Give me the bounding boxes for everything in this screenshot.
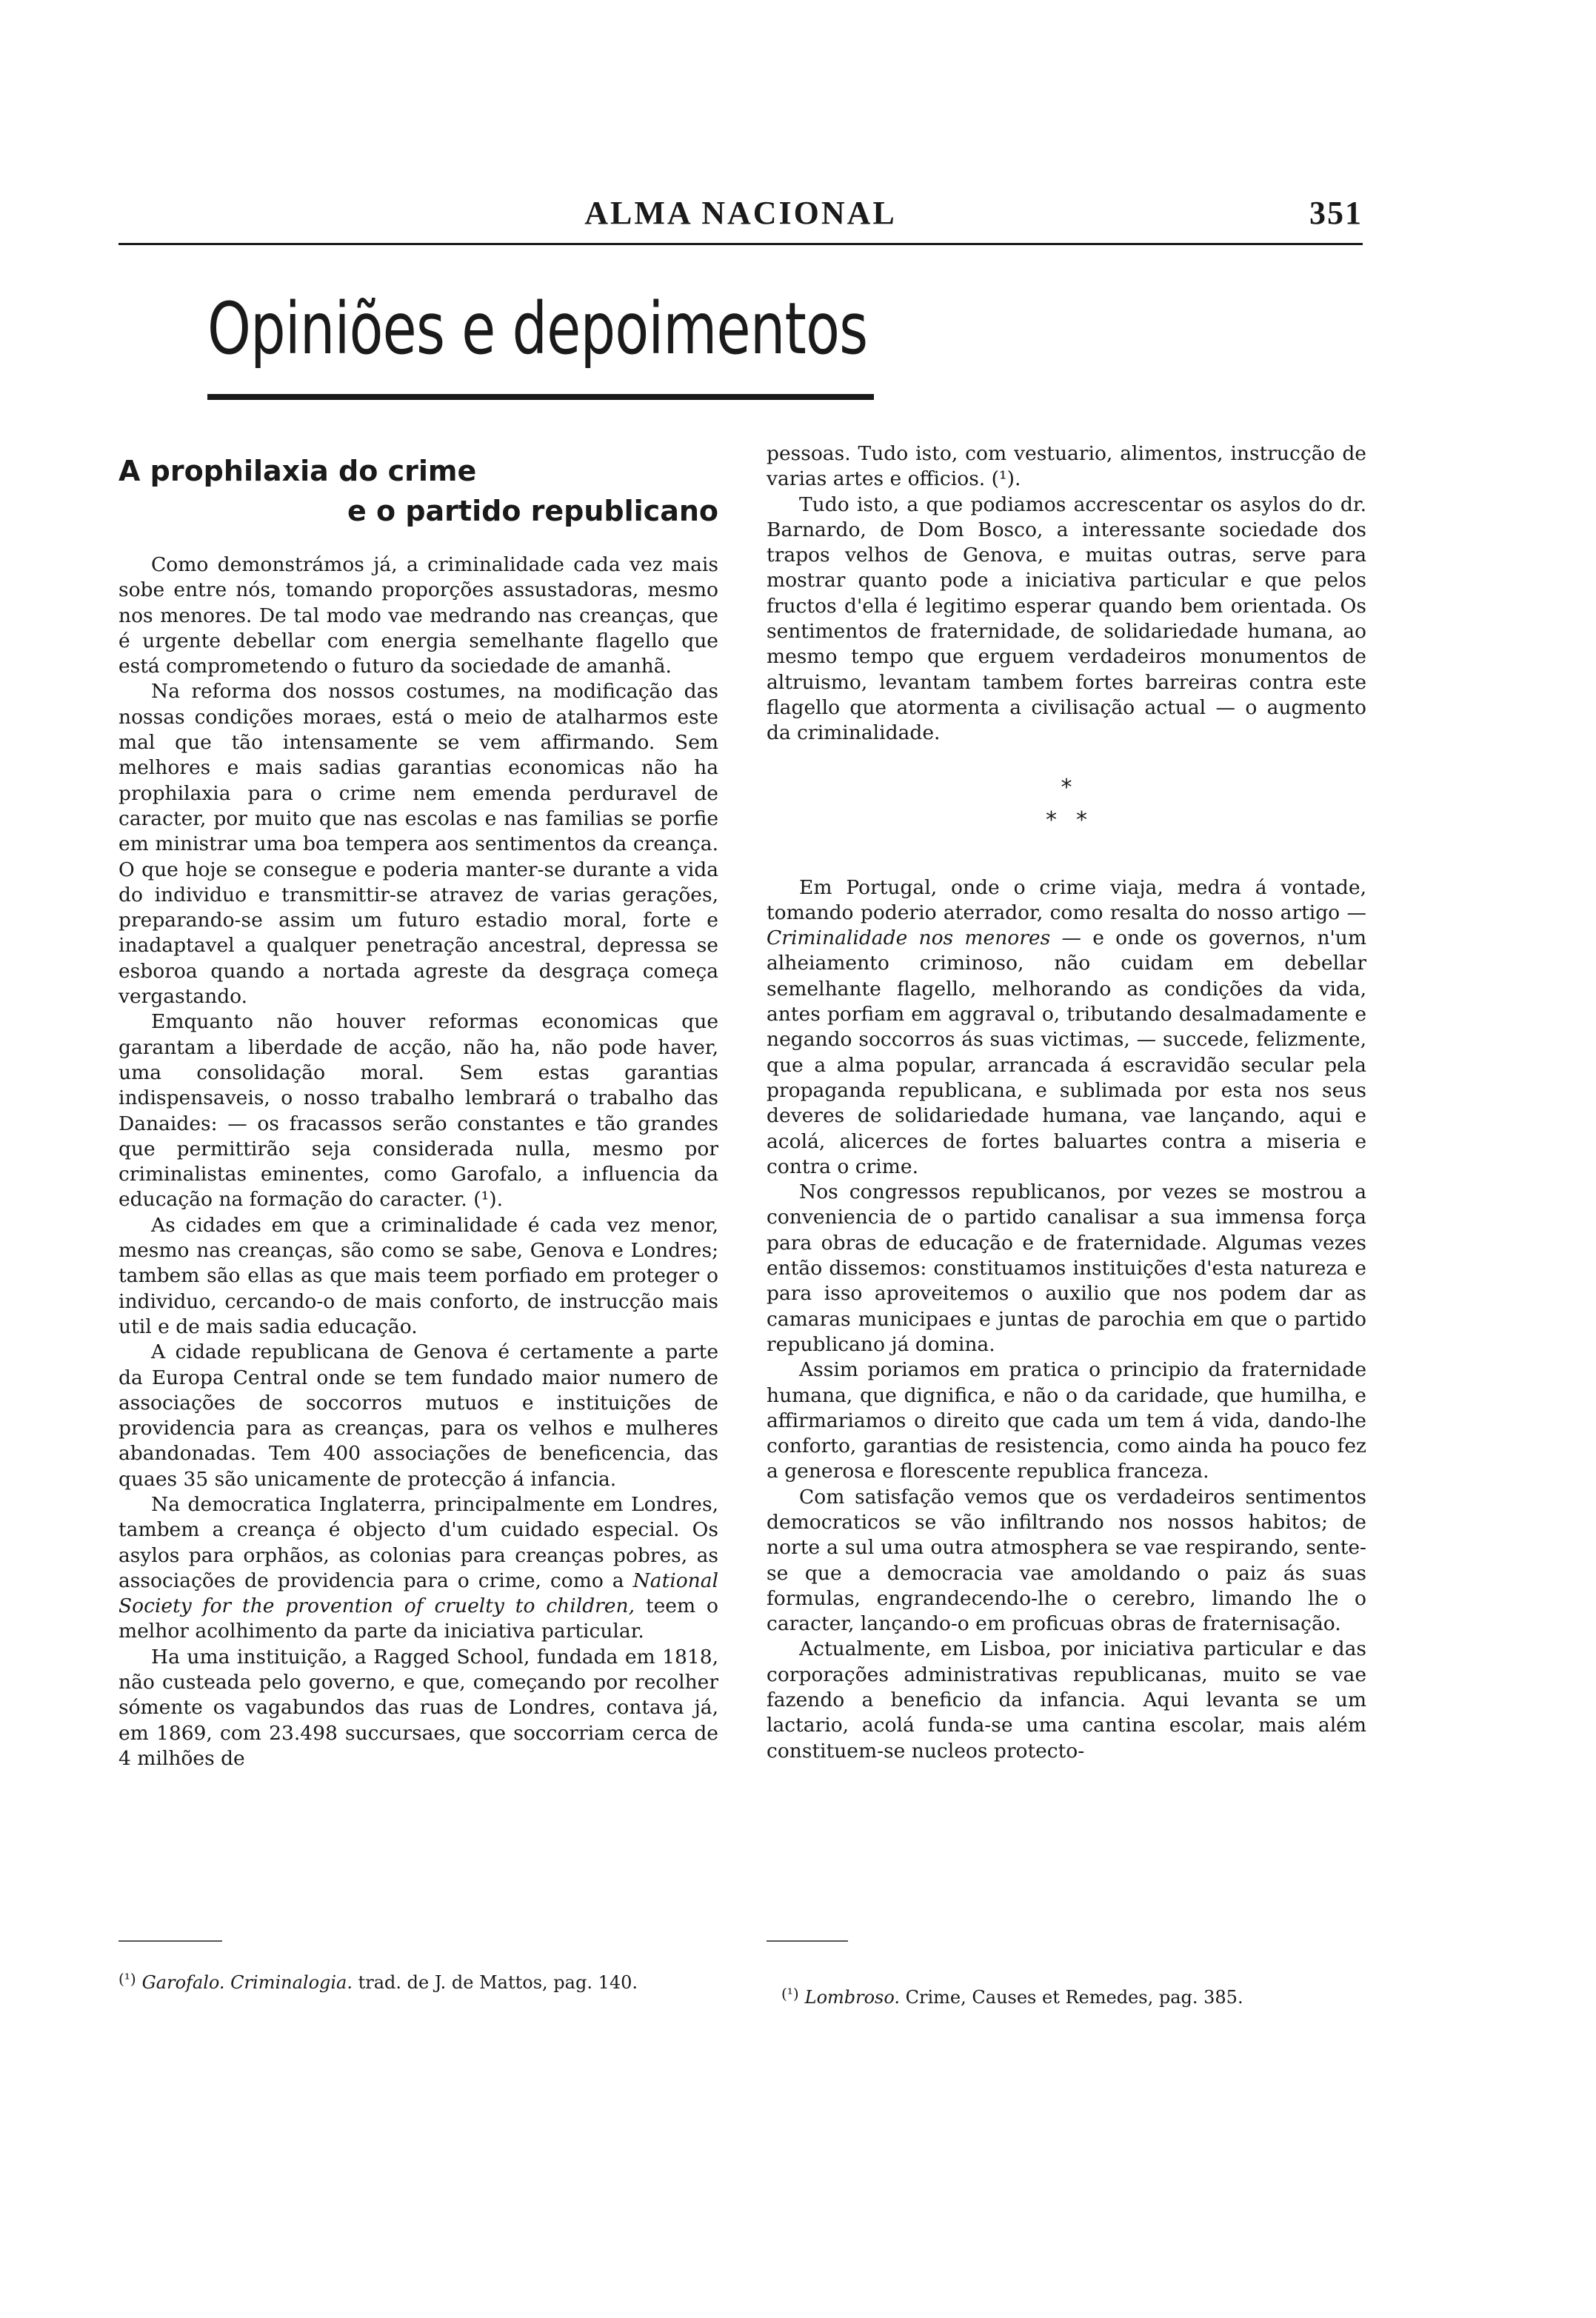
- title-rule: [207, 394, 874, 400]
- paragraph-text: Emquanto não houver reformas economicas que garantam a liberdade de acção, não ha, não pode haver, uma consolidação moral. Sem estas garantias indispensaveis, o nosso trabalho lembrará o trabalho das Danaides: — os fracassos serão constantes e tão grandes que permittirão seja considerada nulla, mesmo por criminalistas eminentes, como Garofalo, a influencia da educação na formação do caracter.: [118, 1010, 718, 1212]
- footnote-rule-left: [118, 1940, 222, 1942]
- paragraph: Na reforma dos nossos costumes, na modificação das nossas condições moraes, está o meio de atalharmos este mal que tão intensamente se vem affirmando. Sem melhores e mais sadias garantias economicas não ha prophilaxia para o crime nem emenda perduravel de caracter, por muito que nas escolas e nas familias se porfie em ministrar uma boa tempera aos sentimentos da creança. O que hoje se consegue e poderia manter-se durante a vida do individuo e transmittir-se atravez de varias gerações, preparando-se assim um futuro estadio moral, forte e inadaptavel a qualquer penetração ancestral, depressa se esboroa quando a nortada agreste da desgraça começa vergastando.: [118, 680, 718, 1009]
- paragraph-text: teem o melhor acolhimento da parte da iniciativa particular.: [118, 1594, 719, 1643]
- paragraph: Ha uma instituição, a Ragged School, fundada em 1818, não custeada pelo governo, e que, começando por recolher sómente os vagabundos das ruas de Londres, contava já, em 1869, com 23.498 succursaes, que soccorriam cerca de 4 milhões de: [118, 1645, 718, 1770]
- footnote-mark: (¹): [781, 1985, 799, 2003]
- asterism-bottom: **: [1046, 806, 1106, 833]
- paragraph: A cidade republicana de Genova é certamente a parte da Europa Central onde se tem fundado maior numero de associações de soccorros mutuos e instituições de providencia para as creanças, para os velhos e mulheres abandonadas. Tem 400 associações de beneficencia, das quaes 35 são unicamente de protecção á infancia.: [118, 1340, 718, 1491]
- paragraph-text: Em Portugal, onde o crime viaja, medra á vontade, tomando poderio aterrador, como resalta do nosso artigo —: [767, 875, 1366, 924]
- footnote-mark: (¹): [118, 1970, 136, 1988]
- footnote-citation: Garofalo. Criminalogia.: [141, 1972, 353, 1993]
- footnote-reference: (¹).: [473, 1188, 504, 1212]
- footnote-text: trad. de J. de Mattos, pag. 140.: [353, 1972, 638, 1993]
- article-title: A prophilaxia do crime: [118, 455, 477, 487]
- paragraph: [767, 875, 1366, 1180]
- article-subtitle: e o partido republicano: [347, 495, 718, 527]
- running-header: [118, 190, 1363, 241]
- italic-article-reference: Criminalidade nos menores: [767, 926, 1051, 950]
- paragraph-continued: pessoas. Tudo isto, com vestuario, alimentos, instrucção de varias artes e officios. (¹).: [767, 442, 1366, 491]
- section-title: Opiniões e depoimentos: [207, 287, 868, 370]
- footnote-left: [118, 1967, 718, 1994]
- italic-society-name: National Society for the provention of cruelty to children,: [118, 1569, 718, 1618]
- paragraph: [118, 1009, 718, 1212]
- paragraph-text: — e onde os governos, n'um alheiamento criminoso, não cuidam em debellar semelhante flagello, melhorando as condições da vida, antes porfiam em aggraval o, tributando desalmadamente e negando soccorros ás suas victimas, — succede, felizmente, que a alma popular, arrancada á escravidão secular pela propaganda republicana, e sublimada por esta nos seus deveres de solidariedade humana, vae lançando, aqui e acolá, alicerces de fortes baluartes contra a miseria e contra o crime.: [767, 926, 1367, 1178]
- paragraph: Nos congressos republicanos, por vezes se mostrou a conveniencia de o partido canalisar a sua immensa força para obras de educação e de fraternidade. Algumas vezes então dissemos: constituamos instituições d'esta natureza e para isso aproveitemos o auxilio que nos podem dar as camaras municipaes e juntas de parochia em que o partido republicano já domina.: [767, 1180, 1366, 1356]
- paragraph: Actualmente, em Lisboa, por iniciativa particular e das corporações administrativas republicanas, muito se vae fazendo a beneficio da infancia. Aqui levanta se um lactario, acolá funda-se uma cantina escolar, mais além constituem-se nucleos protecto-: [767, 1637, 1366, 1763]
- paragraph-text: Na democratica Inglaterra, principalmente em Londres, tambem a creança é objecto d'um cuidado especial. Os asylos para orphãos, as colonias para creanças pobres, as associações de providencia para o crime, como a: [118, 1492, 718, 1592]
- footnote-text: Crime, Causes et Remedes, pag. 385.: [900, 1987, 1243, 2008]
- paragraph: [118, 1492, 718, 1645]
- paragraph: As cidades em que a criminalidade é cada vez menor, mesmo nas creanças, são como se sabe, Genova e Londres; tambem são ellas as que mais teem porfiado em proteger o individuo, cercando-o de mais conforto, de instrucção mais util e de mais sadia educação.: [118, 1213, 718, 1338]
- left-column: [118, 441, 718, 1771]
- header-rule: [118, 243, 1363, 245]
- journal-title: ALMA NACIONAL: [584, 195, 897, 231]
- paragraph: Tudo isto, a que podiamos accrescentar os asylos do dr. Barnardo, de Dom Bosco, a interessante sociedade dos trapos velhos de Genova, e muitas outras, serve para mostrar quanto pode a iniciativa particular e que pelos fructos d'ella é legitimo esperar quando bem orientada. Os sentimentos de fraternidade, de solidariedade humana, ao mesmo tempo que erguem verdadeiros monumentos de altruismo, levantam tambem fortes barreiras contra este flagello que atormenta a civilisação actual — o augmento da criminalidade.: [767, 492, 1366, 745]
- section-asterism: [767, 772, 1366, 837]
- footnote-right: [781, 1982, 1366, 2009]
- paragraph: Assim poriamos em pratica o principio da fraternidade humana, que dignifica, e não o da caridade, que humilha, e affirmariamos o direito que cada um tem á vida, dando-lhe conforto, garantias de resistencia, como ainda ha pouco fez a generosa e florescente republica franceza.: [767, 1358, 1366, 1483]
- right-column: [767, 441, 1366, 1764]
- footnote-rule-right: [767, 1940, 848, 1942]
- paragraph: Como demonstrámos já, a criminalidade cada vez mais sobe entre nós, tomando proporções assustadoras, mesmo nos menores. De tal modo vae medrando nas creanças, que é urgente debellar com energia semelhante flagello que está comprometendo o futuro da sociedade de amanhã.: [118, 553, 718, 678]
- paragraph: Com satisfação vemos que os verdadeiros sentimentos democraticos se vão infiltrando nos nossos habitos; de norte a sul uma outra atmosphera se vae respirando, sente-se que a democracia vae amoldando o paiz ás suas formulas, engrandecendo-lhe o cerebro, limando lhe o caracter, lançando-o em proficuas obras de fraternisação.: [767, 1485, 1366, 1636]
- asterism-top: *: [1061, 774, 1072, 801]
- page-number: 351: [1309, 195, 1363, 231]
- footnote-author: Lombroso.: [804, 1987, 901, 2008]
